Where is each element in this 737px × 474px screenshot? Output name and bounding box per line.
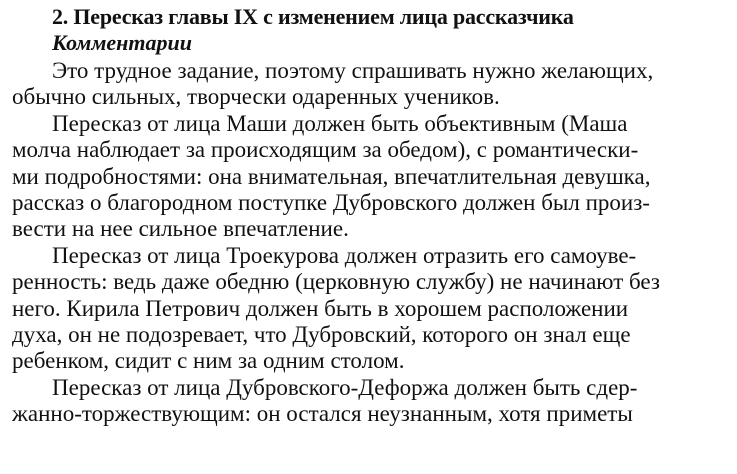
text-line: ренность: ведь даже обедню (церковную службу) не начинают без: [12, 269, 660, 295]
text-line: рассказ о благородном поступке Дубровского должен был произ-: [12, 190, 650, 216]
comments-subheading: Комментарии: [52, 30, 192, 55]
text-line: вести на нее сильное впечатление.: [12, 216, 349, 242]
text-line: жанно-торжествующим: он остался неузнанным, хотя приметы: [12, 401, 633, 427]
section-heading: 2. Пересказ главы IX с изменением лица рассказчика: [52, 4, 574, 29]
text-line: ребенком, сидит с ним за одним столом.: [12, 348, 405, 374]
text-line: ми подробностями: она внимательная, впечатлительная девушка,: [12, 163, 651, 189]
text-line: молча наблюдает за происходящим за обедом), с романтически-: [12, 137, 639, 163]
text-line: Пересказ от лица Маши должен быть объективным (Маша: [52, 110, 628, 136]
text-line: Пересказ от лица Троекурова должен отразить его самоуве-: [52, 242, 637, 268]
page: [12, 4, 732, 428]
text-line: обычно сильных, творчески одаренных учеников.: [12, 84, 500, 110]
text-line: Это трудное задание, поэтому спрашивать нужно желающих,: [52, 58, 654, 83]
paragraph-2: [12, 111, 732, 243]
paragraph-1: [12, 58, 732, 111]
text-line: него. Кирила Петрович должен быть в хорошем расположении: [12, 295, 629, 321]
paragraph-3: [12, 243, 732, 375]
text-line: духа, он не подозревает, что Дубровский, которого он знал еще: [12, 322, 631, 348]
paragraph-4: [12, 375, 732, 428]
text-line: Пересказ от лица Дубровского-Дефоржа должен быть сдер-: [52, 374, 638, 400]
